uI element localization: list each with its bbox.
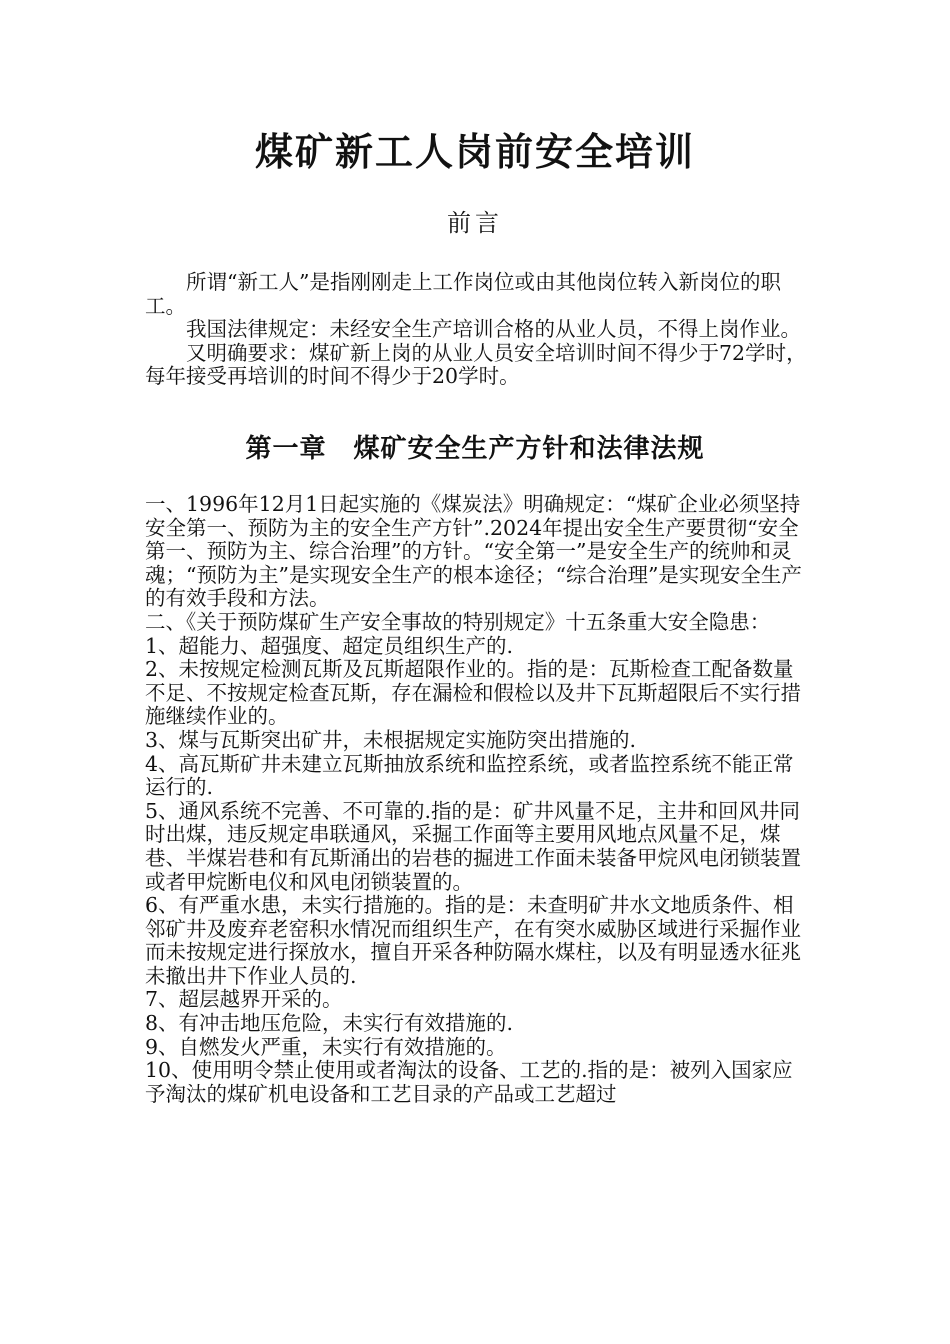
body-paragraph: 5、通风系统不完善、不可靠的.指的是：矿井风量不足，主井和回风井同时出煤，违反规定串联通风，采掘工作面等主要用风地点风量不足，煤巷、半煤岩巷和有瓦斯涌出的岩巷的掘进工作面未装备甲烷风电闭锁装置或者甲烷断电仪和风电闭锁装置的。 bbox=[145, 798, 801, 894]
body-paragraph: 二、《关于预防煤矿生产安全事故的特别规定》十五条重大安全隐患： bbox=[145, 609, 771, 634]
body-paragraph: 7、超层越界开采的。 bbox=[145, 987, 343, 1012]
body-paragraph: 4、高瓦斯矿井未建立瓦斯抽放系统和监控系统，或者监控系统不能正常运行的. bbox=[145, 751, 794, 800]
chapter-body bbox=[145, 493, 807, 1106]
body-paragraph: 8、有冲击地压危险，未实行有效措施的. bbox=[145, 1011, 514, 1036]
body-paragraph: 一、1996年12月1日起实施的《煤炭法》明确规定：“煤矿企业必须坚持安全第一、预防为主的安全生产方针”.2024年提出安全生产要贯彻“安全第一、预防为主、综合治理”的方针。“安全第一”是安全生产的统帅和灵魂；“预防为主”是实现安全生产的根本途径；“综合治理”是实现安全生产的有效手段和方法。 bbox=[145, 492, 802, 611]
preface-heading: 前言 bbox=[447, 209, 503, 237]
body-paragraph: 10、使用明令禁止使用或者淘汰的设备、工艺的.指的是：被列入国家应予淘汰的煤矿机电设备和工艺目录的产品或工艺超过 bbox=[145, 1058, 793, 1106]
body-paragraph: 2、未按规定检测瓦斯及瓦斯超限作业的。指的是：瓦斯检查工配备数量不足、不按规定检查瓦斯，存在漏检和假检以及井下瓦斯超限后不实行措施继续作业的。 bbox=[145, 657, 801, 729]
intro-paragraph: 我国法律规定：未经安全生产培训合格的从业人员，不得上岗作业。 bbox=[186, 317, 801, 342]
document-title: 煤矿新工人岗前安全培训 bbox=[254, 129, 695, 174]
intro-section bbox=[145, 271, 807, 389]
chapter-title: 第一章 煤矿安全生产方针和法律法规 bbox=[245, 434, 705, 464]
intro-paragraph: 所谓“新工人”是指刚刚走上工作岗位或由其他岗位转入新岗位的职工。 bbox=[145, 270, 781, 318]
body-paragraph: 3、煤与瓦斯突出矿井，未根据规定实施防突出措施的. bbox=[145, 727, 637, 752]
intro-paragraph: 又明确要求：煤矿新上岗的从业人员安全培训时间不得少于72学时，每年接受再培训的时间不得少于20学时。 bbox=[145, 340, 807, 389]
body-paragraph: 1、超能力、超强度、超定员组织生产的. bbox=[145, 633, 514, 658]
body-paragraph: 6、有严重水患，未实行措施的。指的是：未查明矿井水文地质条件、相邻矿井及废弃老窑积水情况而组织生产，在有突水威胁区域进行采掘作业而未按规定进行探放水，擅自开采各种防隔水煤柱，以及有明显透水征兆未撤出井下作业人员的. bbox=[145, 893, 801, 988]
body-paragraph: 9、自燃发火严重，未实行有效措施的。 bbox=[145, 1034, 507, 1059]
